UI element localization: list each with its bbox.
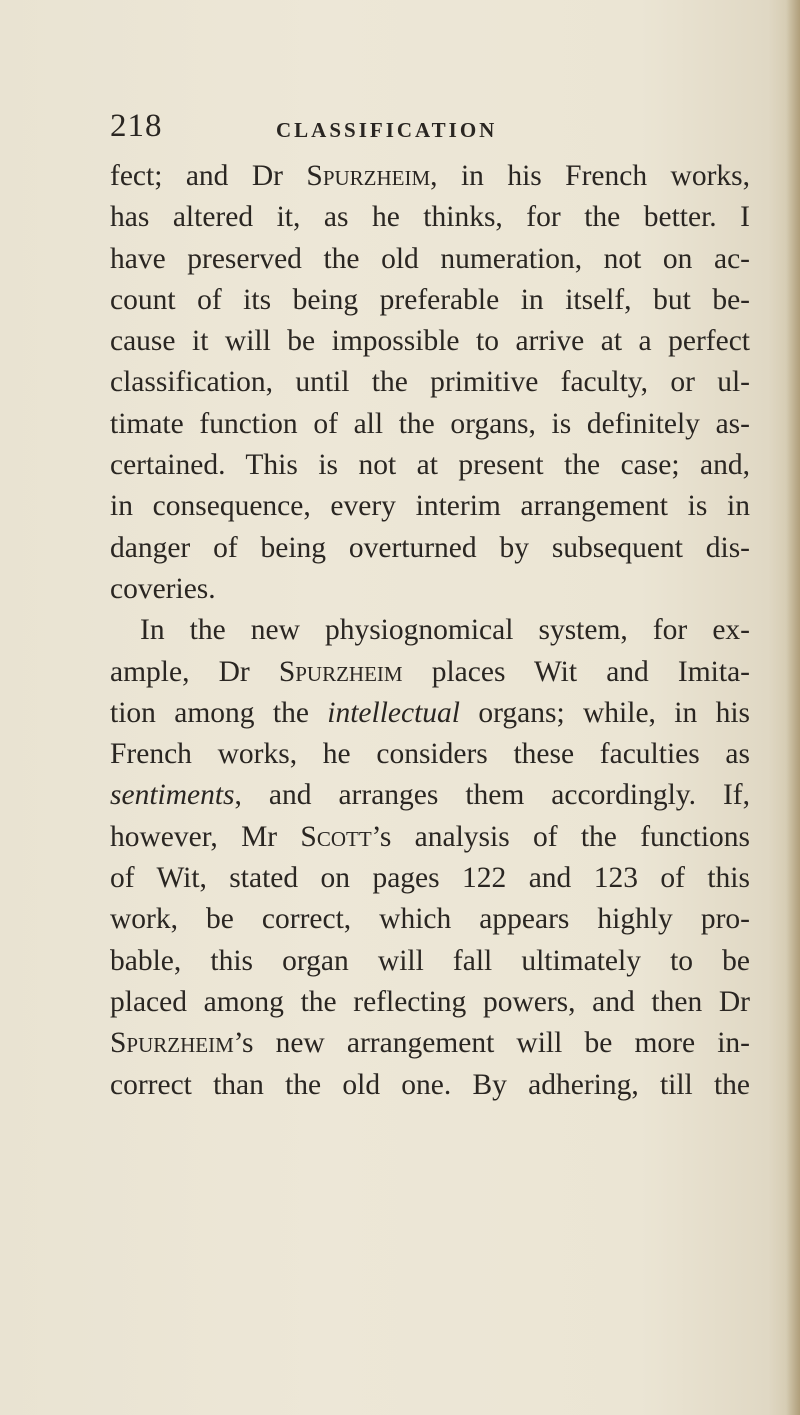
- text-line: however, Mr Scott’s analysis of the functions: [110, 820, 750, 853]
- italic-term: sentiments: [110, 779, 235, 812]
- text-line: bable, this organ will fall ultimately to be: [110, 944, 750, 977]
- italic-term: intellectual: [327, 696, 460, 729]
- author-name: Scott: [300, 820, 372, 853]
- text-line: certained. This is not at present the case; and,: [110, 449, 750, 482]
- page-header: [110, 108, 750, 152]
- text-line: have preserved the old numeration, not on ac-: [110, 242, 750, 275]
- text-line: timate function of all the organs, is definitely as-: [110, 407, 750, 440]
- author-name: Spurzheim: [110, 1027, 234, 1060]
- author-name: Spurzheim: [278, 655, 403, 688]
- page-number: 218: [110, 108, 163, 144]
- text-line: classification, until the primitive faculty, or ul-: [110, 366, 750, 399]
- body-text: [110, 156, 750, 1106]
- text-line: work, be correct, which appears highly pro-: [110, 903, 750, 936]
- text-line: cause it will be impossible to arrive at a perfect: [110, 325, 750, 358]
- text-line: has altered it, as he thinks, for the better. I: [110, 201, 750, 234]
- text-line: count of its being preferable in itself, but be-: [110, 283, 750, 316]
- text-line: fect; and Dr Spurzheim, in his French works,: [110, 160, 751, 192]
- text-line: of Wit, stated on pages 122 and 123 of this: [110, 862, 750, 895]
- text-line: sentiments, and arranges them accordingly. If,: [110, 779, 750, 812]
- author-name: Spurzheim: [306, 160, 431, 192]
- text-line: ample, Dr Spurzheim places Wit and Imita-: [110, 655, 750, 688]
- text-line: placed among the reflecting powers, and then Dr: [110, 985, 750, 1018]
- text-line: Spurzheim’s new arrangement will be more in-: [110, 1027, 750, 1060]
- text-line: danger of being overturned by subsequent dis-: [110, 531, 750, 564]
- text-line: coveries.: [110, 572, 216, 605]
- text-line: French works, he considers these faculties as: [110, 738, 750, 771]
- paragraph-start-line: In the new physiognomical system, for ex-: [140, 614, 750, 647]
- text-line: tion among the intellectual organs; while, in his: [110, 696, 750, 729]
- text-line: in consequence, every interim arrangement is in: [110, 490, 750, 523]
- text-line: correct than the old one. By adhering, till the: [110, 1068, 750, 1101]
- running-head: CLASSIFICATION: [276, 118, 498, 142]
- page-edge-shadow: [786, 0, 800, 1415]
